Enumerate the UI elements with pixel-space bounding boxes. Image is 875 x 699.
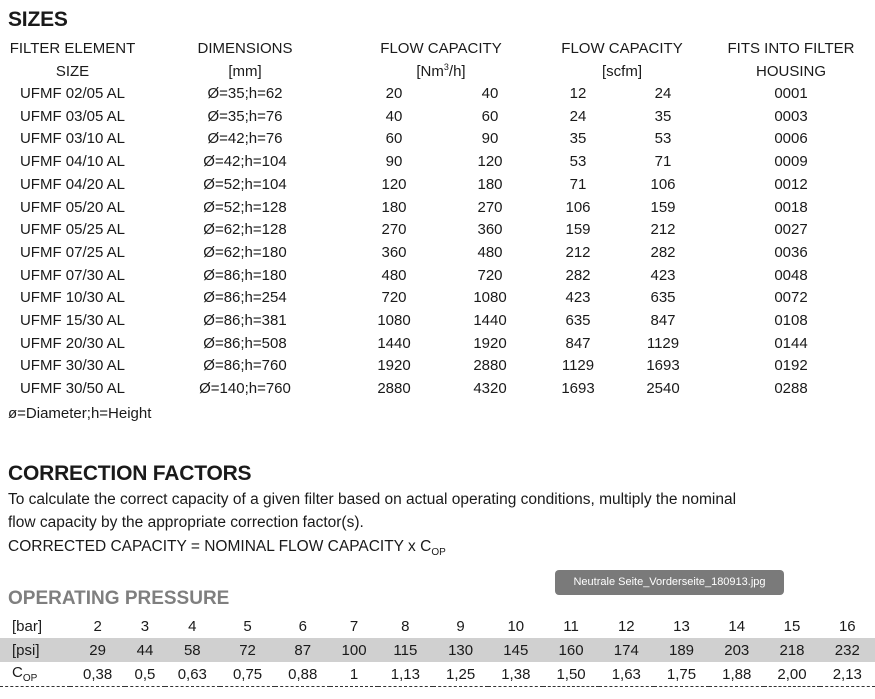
cell-housing: 0036 xyxy=(774,243,808,261)
cell-housing: 0001 xyxy=(774,85,808,102)
cell-flow-scfm-max: 53 xyxy=(654,130,672,148)
psi-value: 72 xyxy=(220,638,275,662)
unit-per-hour: /h] xyxy=(448,63,466,80)
bar-value: 4 xyxy=(188,617,197,635)
bar-value: 3 xyxy=(140,617,150,635)
cell-element-size: UFMF 07/25 AL xyxy=(19,243,126,261)
cell-flow-scfm-max: 35 xyxy=(654,107,672,125)
formula-text: CORRECTED CAPACITY = NOMINAL FLOW CAPACITY x C xyxy=(8,538,432,555)
psi-value: 44 xyxy=(125,638,164,662)
bar-value: 10 xyxy=(507,617,525,635)
psi-value: 29 xyxy=(70,638,125,662)
cop-label-sub: OP xyxy=(22,673,38,684)
bar-value: 11 xyxy=(563,617,579,635)
cell-flow-nm3-max: 270 xyxy=(477,198,503,216)
sizes-row xyxy=(0,151,875,174)
cell-flow-scfm-min: 212 xyxy=(565,243,591,261)
cell-flow-nm3-min: 480 xyxy=(381,266,407,284)
cop-value: 1,63 xyxy=(599,662,654,687)
cop-label-main: C xyxy=(12,664,23,681)
cop-value: 1,38 xyxy=(488,662,543,687)
cell-flow-nm3-min: 1080 xyxy=(377,312,411,330)
bar-value: 14 xyxy=(728,617,746,635)
cell-flow-nm3-min: 40 xyxy=(385,107,403,125)
cell-flow-scfm-max: 24 xyxy=(654,85,672,102)
bar-value: 16 xyxy=(838,617,856,635)
cell-housing: 0003 xyxy=(774,107,808,125)
cell-flow-scfm-min: 423 xyxy=(565,289,591,307)
cell-housing: 0009 xyxy=(774,153,808,171)
cell-dimensions: Ø=42;h=76 xyxy=(207,130,283,148)
psi-value: 203 xyxy=(709,638,764,662)
cell-flow-scfm-max: 106 xyxy=(650,175,676,193)
psi-value: 115 xyxy=(378,638,433,662)
correction-text-line-2: flow capacity by the appropriate correction factor(s). xyxy=(8,514,364,531)
cop-value: 2,13 xyxy=(820,662,875,687)
header-size: SIZE xyxy=(55,63,90,80)
bar-value: 15 xyxy=(783,617,801,635)
cell-flow-nm3-max: 1440 xyxy=(473,312,507,330)
sizes-row xyxy=(0,242,875,265)
cop-value: 0,88 xyxy=(275,662,330,687)
pressure-table xyxy=(0,614,875,687)
cell-flow-nm3-max: 360 xyxy=(477,221,503,239)
cell-dimensions: Ø=86;h=508 xyxy=(203,334,287,352)
header-flow-scfm: FLOW CAPACITY xyxy=(561,40,683,57)
cell-element-size: UFMF 30/50 AL xyxy=(19,380,126,398)
psi-value: 58 xyxy=(165,638,220,662)
cop-value: 1,50 xyxy=(543,662,598,687)
cop-value: 1,13 xyxy=(378,662,433,687)
unit-nm: [Nm xyxy=(416,63,444,80)
cell-flow-nm3-max: 40 xyxy=(481,85,499,102)
cell-flow-nm3-min: 1920 xyxy=(377,357,411,375)
cell-element-size: UFMF 03/05 AL xyxy=(19,107,126,125)
cell-housing: 0072 xyxy=(774,289,808,307)
cell-housing: 0288 xyxy=(774,380,808,398)
cell-flow-nm3-min: 360 xyxy=(381,243,407,261)
header-flow-nm3: FLOW CAPACITY xyxy=(380,40,502,57)
bar-value: 7 xyxy=(349,617,359,635)
sizes-row xyxy=(0,197,875,220)
cell-flow-scfm-max: 1129 xyxy=(646,334,680,352)
cell-flow-nm3-max: 1920 xyxy=(473,334,507,352)
cell-flow-scfm-min: 35 xyxy=(569,130,587,148)
sizes-row xyxy=(0,83,875,106)
cop-value: 1,88 xyxy=(709,662,764,687)
bar-value: 5 xyxy=(243,617,252,635)
sizes-row xyxy=(0,174,875,197)
cell-dimensions: Ø=52;h=104 xyxy=(203,175,287,193)
cell-element-size: UFMF 15/30 AL xyxy=(19,312,126,330)
bar-value: 8 xyxy=(401,617,410,635)
bar-value: 6 xyxy=(298,617,307,635)
cell-dimensions: Ø=52;h=128 xyxy=(203,198,287,216)
cell-dimensions: Ø=62;h=180 xyxy=(203,243,287,261)
cell-flow-scfm-min: 24 xyxy=(569,107,587,125)
sizes-table xyxy=(0,37,875,401)
cell-dimensions: Ø=62;h=128 xyxy=(203,221,287,239)
cell-dimensions: Ø=86;h=180 xyxy=(203,266,287,284)
psi-value: 160 xyxy=(543,638,598,662)
cell-flow-nm3-min: 720 xyxy=(381,289,407,307)
cell-housing: 0018 xyxy=(774,198,808,216)
cell-dimensions: Ø=140;h=760 xyxy=(199,380,291,398)
cell-flow-scfm-min: 159 xyxy=(565,221,591,239)
cell-element-size: UFMF 04/10 AL xyxy=(19,153,126,171)
psi-label: [psi] xyxy=(0,638,70,662)
psi-value: 218 xyxy=(764,638,819,662)
cell-flow-scfm-min: 282 xyxy=(565,266,591,284)
psi-value: 174 xyxy=(599,638,654,662)
formula-subscript: OP xyxy=(431,547,446,559)
cop-label xyxy=(0,662,70,687)
sizes-row xyxy=(0,219,875,242)
cell-flow-nm3-max: 480 xyxy=(477,243,503,261)
cell-flow-scfm-max: 282 xyxy=(650,243,676,261)
cell-flow-nm3-min: 20 xyxy=(385,85,403,102)
cell-dimensions: Ø=86;h=381 xyxy=(203,312,287,330)
cell-flow-scfm-max: 159 xyxy=(650,198,676,216)
header-filter-element: FILTER ELEMENT xyxy=(9,40,136,57)
cell-housing: 0048 xyxy=(774,266,808,284)
cell-flow-nm3-max: 60 xyxy=(481,107,499,125)
cell-element-size: UFMF 05/25 AL xyxy=(19,221,126,239)
image-filename-tooltip: Neutrale Seite_Vorderseite_180913.jpg xyxy=(555,570,784,595)
bar-label: [bar] xyxy=(12,617,43,635)
cell-element-size: UFMF 03/10 AL xyxy=(19,130,126,148)
cell-flow-scfm-max: 423 xyxy=(650,266,676,284)
cell-flow-nm3-min: 60 xyxy=(385,130,403,148)
cell-dimensions: Ø=35;h=76 xyxy=(207,107,283,125)
cell-housing: 0027 xyxy=(774,221,808,239)
header-dimensions: DIMENSIONS xyxy=(197,40,293,57)
cell-flow-nm3-min: 270 xyxy=(381,221,407,239)
cell-dimensions: Ø=86;h=254 xyxy=(203,289,287,307)
cell-flow-nm3-max: 90 xyxy=(481,130,499,148)
psi-value: 145 xyxy=(488,638,543,662)
bar-value: 9 xyxy=(456,617,465,635)
cop-row xyxy=(0,662,875,687)
cell-flow-nm3-min: 120 xyxy=(381,175,407,193)
sizes-legend: ø=Diameter;h=Height xyxy=(8,405,152,422)
sizes-row xyxy=(0,106,875,129)
sizes-row xyxy=(0,128,875,151)
header-nm3-unit xyxy=(345,60,537,83)
header-housing: FITS INTO FILTER xyxy=(727,40,855,57)
psi-value: 232 xyxy=(820,638,875,662)
operating-pressure-title: OPERATING PRESSURE xyxy=(8,588,230,609)
cop-value: 0,5 xyxy=(125,662,164,687)
sizes-row xyxy=(0,265,875,288)
sizes-title: SIZES xyxy=(8,8,68,31)
cell-flow-scfm-min: 12 xyxy=(569,85,587,102)
cell-element-size: UFMF 05/20 AL xyxy=(19,198,126,216)
bar-value: 2 xyxy=(93,617,102,635)
cell-flow-scfm-max: 1693 xyxy=(646,357,680,375)
cell-flow-scfm-max: 2540 xyxy=(646,380,680,398)
psi-value: 87 xyxy=(275,638,330,662)
sizes-row xyxy=(0,287,875,310)
cell-housing: 0192 xyxy=(774,357,808,375)
cell-flow-scfm-min: 106 xyxy=(565,198,591,216)
cop-value: 2,00 xyxy=(764,662,819,687)
cell-housing: 0012 xyxy=(774,175,808,193)
cell-element-size: UFMF 30/30 AL xyxy=(19,357,126,375)
cell-housing: 0108 xyxy=(774,312,808,330)
header-mm: [mm] xyxy=(228,63,262,80)
cell-element-size: UFMF 07/30 AL xyxy=(19,266,126,284)
cell-flow-scfm-min: 71 xyxy=(569,175,587,193)
cell-flow-scfm-min: 635 xyxy=(565,312,591,330)
sizes-header-row-2 xyxy=(0,60,875,83)
cell-dimensions: Ø=42;h=104 xyxy=(203,153,287,171)
bar-value: 12 xyxy=(617,617,635,635)
cell-dimensions: Ø=35;h=62 xyxy=(207,85,283,102)
cell-flow-scfm-max: 212 xyxy=(650,221,676,239)
cell-flow-nm3-max: 4320 xyxy=(473,380,507,398)
cell-element-size: UFMF 04/20 AL xyxy=(19,175,126,193)
bar-value: 13 xyxy=(673,617,690,635)
cell-flow-scfm-min: 1129 xyxy=(561,357,595,375)
cell-flow-nm3-max: 720 xyxy=(477,266,503,284)
cell-flow-scfm-min: 53 xyxy=(569,153,587,171)
cell-flow-scfm-min: 847 xyxy=(565,334,591,352)
psi-value: 130 xyxy=(433,638,488,662)
sizes-row xyxy=(0,310,875,333)
header-housing-2: HOUSING xyxy=(755,63,826,80)
cell-flow-nm3-max: 2880 xyxy=(473,357,507,375)
psi-row xyxy=(0,638,875,662)
unit-superscript: 3 xyxy=(443,62,449,72)
cop-value: 0,75 xyxy=(220,662,275,687)
psi-value: 100 xyxy=(330,638,377,662)
cop-value: 1,25 xyxy=(433,662,488,687)
header-scfm-unit: [scfm] xyxy=(602,63,642,80)
correction-title: CORRECTION FACTORS xyxy=(8,462,252,485)
cell-flow-scfm-max: 71 xyxy=(654,153,672,171)
cell-element-size: UFMF 02/05 AL xyxy=(19,85,126,102)
sizes-row xyxy=(0,355,875,378)
cell-flow-scfm-max: 847 xyxy=(650,312,676,330)
cell-housing: 0006 xyxy=(774,130,808,148)
correction-formula xyxy=(8,538,446,558)
cell-flow-nm3-max: 1080 xyxy=(473,289,507,307)
cell-element-size: UFMF 20/30 AL xyxy=(19,334,126,352)
psi-value: 189 xyxy=(654,638,709,662)
cell-flow-nm3-max: 120 xyxy=(477,153,503,171)
sizes-row xyxy=(0,333,875,356)
cell-flow-nm3-min: 180 xyxy=(381,198,407,216)
cell-flow-scfm-max: 635 xyxy=(650,289,676,307)
cell-housing: 0144 xyxy=(774,334,808,352)
cop-value: 1,75 xyxy=(654,662,709,687)
cell-flow-scfm-min: 1693 xyxy=(561,380,595,398)
cell-flow-nm3-max: 180 xyxy=(477,175,503,193)
correction-text-line-1: To calculate the correct capacity of a given filter based on actual operating conditions, multiply the nominal xyxy=(8,491,737,508)
sizes-header-row-1 xyxy=(0,37,875,60)
cell-flow-nm3-min: 2880 xyxy=(377,380,411,398)
cell-dimensions: Ø=86;h=760 xyxy=(203,357,287,375)
cell-element-size: UFMF 10/30 AL xyxy=(19,289,126,307)
cell-flow-nm3-min: 1440 xyxy=(377,334,411,352)
cop-value: 0,38 xyxy=(70,662,125,687)
cop-value: 0,63 xyxy=(165,662,220,687)
bar-row xyxy=(0,614,875,638)
cop-value: 1 xyxy=(330,662,377,687)
cell-flow-nm3-min: 90 xyxy=(385,153,403,171)
sizes-row xyxy=(0,378,875,401)
